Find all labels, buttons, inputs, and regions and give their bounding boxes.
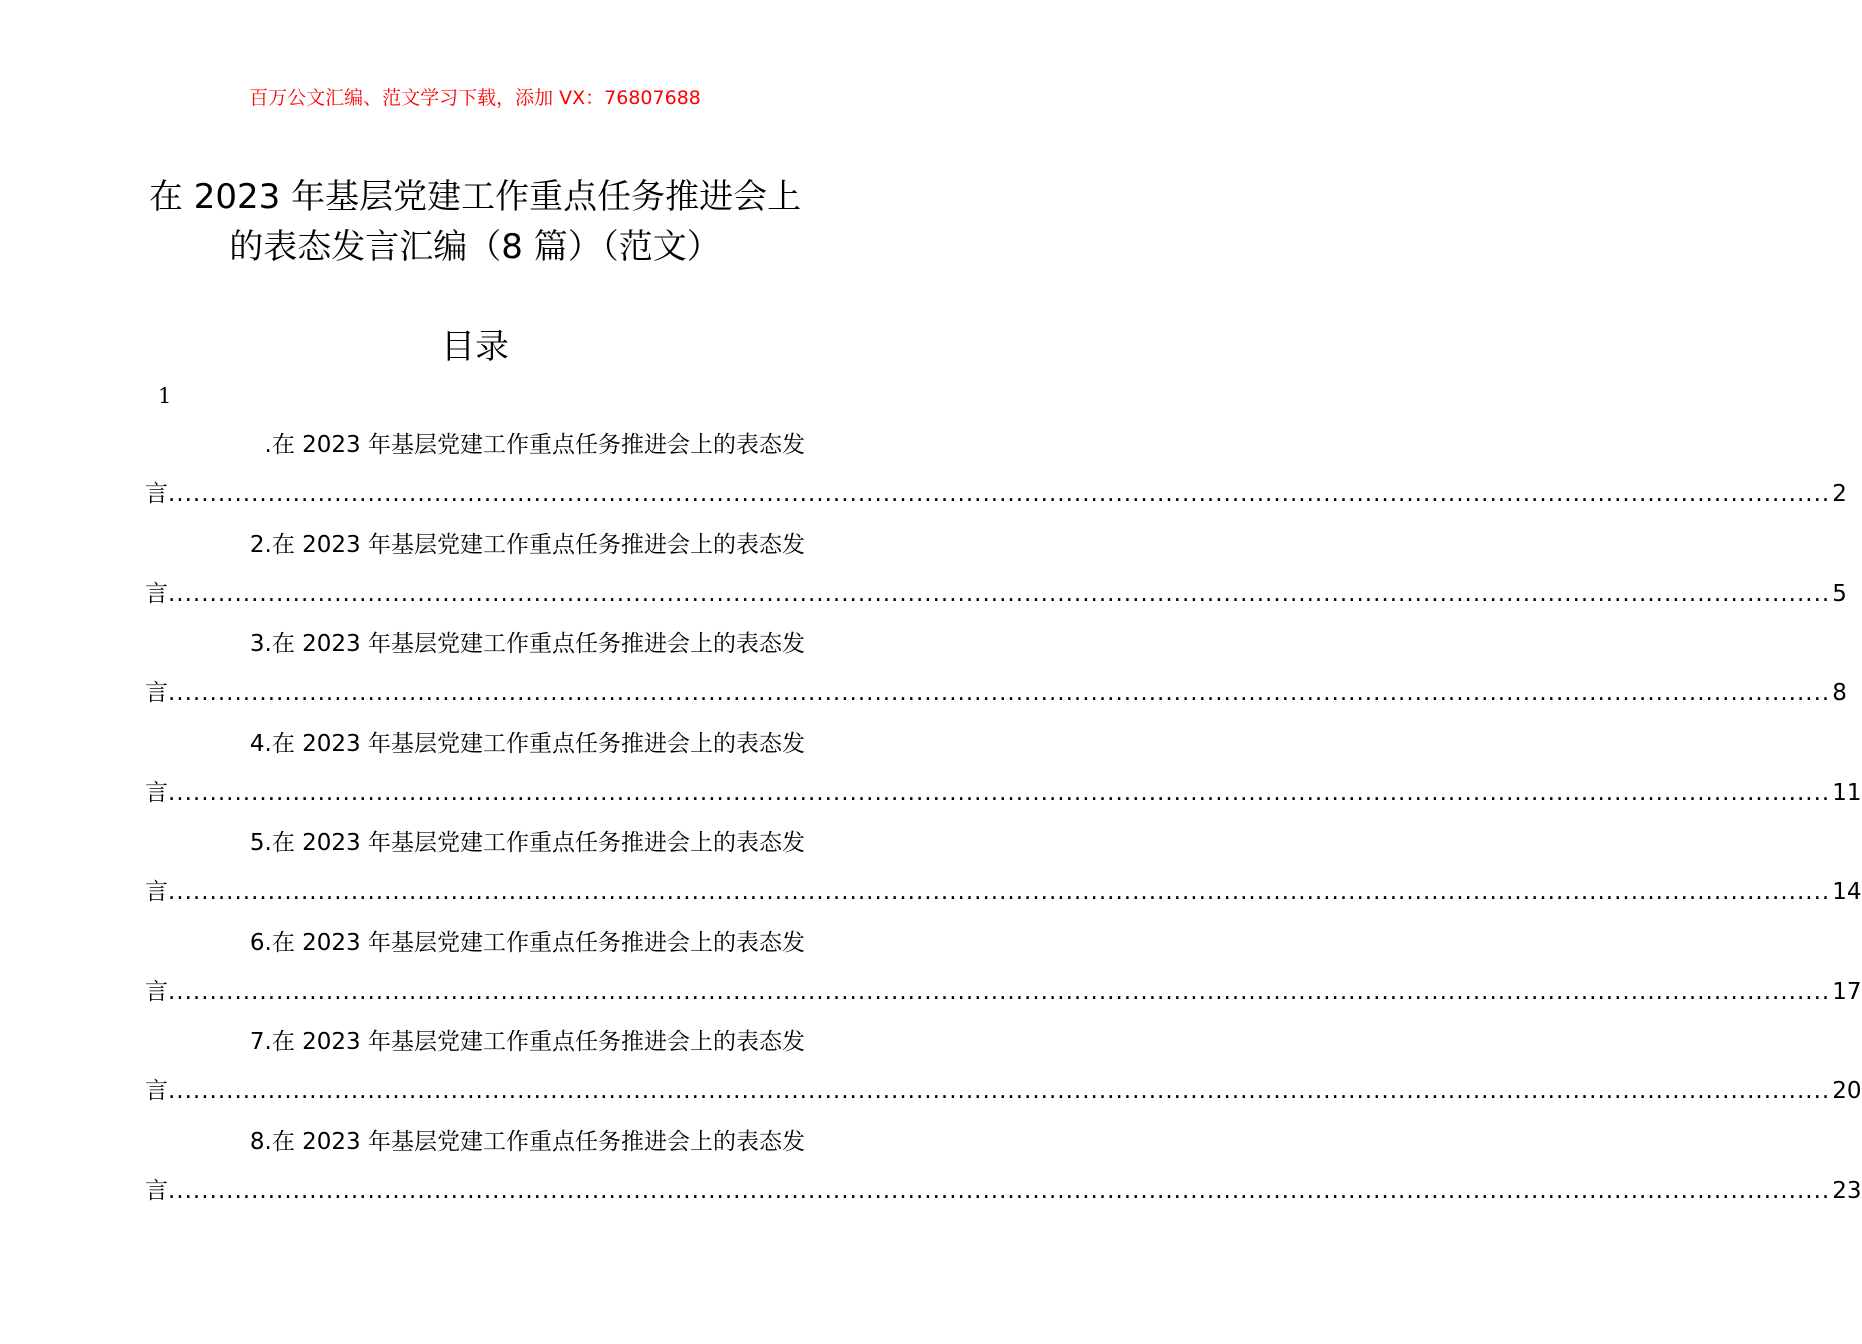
toc-entry-text: 2.在 2023 年基层党建工作重点任务推进会上的表态发 [249, 531, 805, 558]
toc-entry-text-end: 言 [145, 779, 168, 806]
toc-page-number: 17 [1832, 978, 1862, 1005]
toc-entry[interactable] [145, 619, 1847, 719]
toc-page-number: 5 [1832, 580, 1847, 607]
toc-entry[interactable] [145, 918, 1862, 1018]
toc-page-number: 11 [1832, 779, 1862, 806]
toc-entry-text-end: 言 [145, 481, 168, 507]
toc-entry-text-end: 言 [145, 580, 168, 607]
toc-dot-leader: ........................................................................................................................................................................................................ [168, 1078, 1831, 1104]
toc-dot-leader: ........................................................................................................................................................................................................ [168, 978, 1831, 1005]
toc-page-number: 8 [1832, 680, 1847, 706]
toc-page-number: 14 [1832, 879, 1862, 905]
toc-dot-leader: ........................................................................................................................................................................................................ [168, 580, 1831, 607]
toc-entry-text-end: 言 [145, 978, 168, 1005]
toc-dot-leader: ........................................................................................................................................................................................................ [168, 779, 1831, 806]
toc-entry-text: 8.在 2023 年基层党建工作重点任务推进会上的表态发 [249, 1128, 805, 1155]
toc-entry-text: .在 2023 年基层党建工作重点任务推进会上的表态发 [264, 432, 805, 458]
toc-entry[interactable] [145, 719, 1862, 819]
toc-dot-leader: ........................................................................................................................................................................................................ [168, 1177, 1831, 1204]
toc-page-number: 2 [1832, 481, 1847, 507]
toc-entry-text: 4.在 2023 年基层党建工作重点任务推进会上的表态发 [249, 730, 805, 757]
toc-entry-text: 3.在 2023 年基层党建工作重点任务推进会上的表态发 [249, 631, 805, 657]
toc-entry-text: 7.在 2023 年基层党建工作重点任务推进会上的表态发 [249, 1029, 805, 1055]
toc-entry[interactable] [145, 1117, 1862, 1217]
stray-number: 1 [158, 384, 172, 408]
toc-entry[interactable] [145, 420, 1847, 520]
document-title-line-1: 在 2023 年基层党建工作重点任务推进会上 [148, 177, 802, 217]
toc-dot-leader: ........................................................................................................................................................................................................ [168, 481, 1831, 507]
toc-entry-text: 5.在 2023 年基层党建工作重点任务推进会上的表态发 [249, 830, 805, 856]
toc-entry-text-end: 言 [145, 1177, 168, 1204]
toc-entry[interactable] [145, 818, 1862, 918]
toc-entry-text-end: 言 [145, 879, 168, 905]
toc-entry-text-end: 言 [145, 680, 168, 706]
toc-entry-text-end: 言 [145, 1078, 168, 1104]
toc-entry[interactable] [145, 1017, 1862, 1117]
toc-entry-text: 6.在 2023 年基层党建工作重点任务推进会上的表态发 [249, 929, 805, 956]
toc-page-number: 23 [1832, 1177, 1862, 1204]
document-title [60, 172, 890, 272]
toc-list [145, 420, 1862, 1216]
toc-heading: 目录 [441, 327, 509, 367]
toc-page-number: 20 [1832, 1078, 1862, 1104]
toc-dot-leader: ........................................................................................................................................................................................................ [168, 680, 1831, 706]
document-title-line-2: 的表态发言汇编（8 篇）（范文） [229, 227, 721, 267]
toc-entry[interactable] [145, 520, 1847, 620]
header-note: 百万公文汇编、范文学习下载，添加 VX：76807688 [249, 87, 701, 109]
toc-dot-leader: ........................................................................................................................................................................................................ [168, 879, 1831, 905]
